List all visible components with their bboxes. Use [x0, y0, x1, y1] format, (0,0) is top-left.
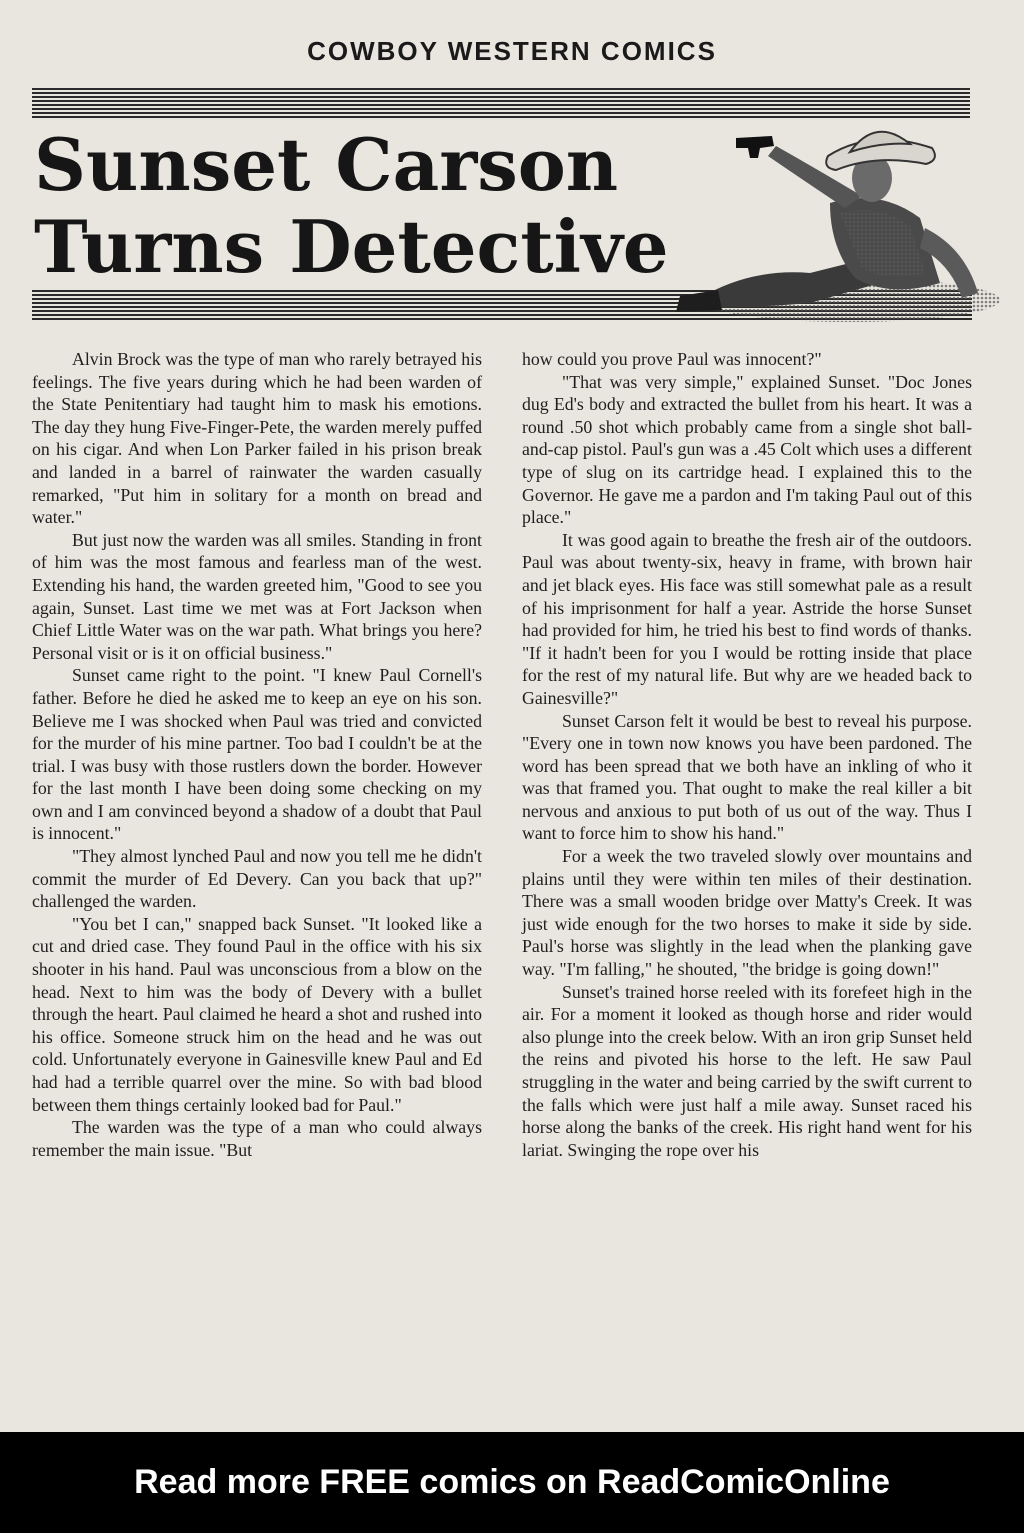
paragraph: The warden was the type of a man who could always remember the main issue. "But [32, 1117, 482, 1160]
paragraph: Sunset's trained horse reeled with its forefeet high in the air. For a moment it looked as though horse and rider would also plunge into the creek below. With an iron grip Sunset held the reins and pivoted his horse to the left. He saw Paul struggling in the water and being carried by the swift current to the falls which were just half a mile away. Sunset raced his horse along the banks of the creek. His right hand went for his lariat. Swinging the rope over his [522, 981, 972, 1160]
paragraph: Alvin Brock was the type of man who rarely betrayed his feelings. The five years during which he had been warden of the State Penitentiary had taught him to mask his emotions. The day they hung Five-Finger-Pete, the warden merely puffed on his cigar. And when Lon Parker failed in his prison break and landed in a barrel of rainwater the warden casually remarked, "Put him in solitary for a month on bread and water." [32, 349, 482, 528]
article-title [34, 124, 674, 288]
magazine-title: COWBOY WESTERN COMICS [307, 36, 717, 66]
paragraph: "You bet I can," snapped back Sunset. "It looked like a cut and dried case. They found Paul in the office with his six shooter in his hand. Paul was unconscious from a blow on the head. Next to him was the body of Devery with a bullet through the heart. Paul claimed he heard a shot and rushed into his office. Someone struck him on the head and he was out cold. Unfortunately everyone in Gainesville knew Paul and Ed had had a terrible quarrel over the mine. So with bad blood between them things certainly looked bad for Paul." [32, 913, 482, 1115]
paragraph: "That was very simple," explained Sunset. "Doc Jones dug Ed's body and extracted the bullet from his heart. It was a round .50 shot which probably came from a single shot ball-and-cap pistol. Paul's gun was a .45 Colt which uses a different type of slug on its cartridge head. I explained this to the Governor. He gave me a pardon and I'm taking Paul out of this place." [522, 371, 972, 528]
promo-banner-text: Read more FREE comics on ReadComicOnline [134, 1463, 890, 1501]
paragraph: "They almost lynched Paul and now you tell me he didn't commit the murder of Ed Devery. Can you back that up?" challenged the warden. [32, 846, 482, 912]
paragraph-continued: how could you prove Paul was innocent?" [522, 349, 822, 369]
paragraph: Sunset came right to the point. "I knew Paul Cornell's father. Before he died he asked me to keep an eye on his son. Believe me I was shocked when Paul was tried and convicted for the murder of his mine partner. Too bad I couldn't be at the trial. I was busy with those rustlers down the border. However for the last month I have been doing some checking on my own and I am convinced beyond a shadow of a doubt that Paul is innocent." [32, 665, 482, 844]
article-title-line-1: Sunset Carson [34, 122, 619, 207]
cowboy-gunman-illustration [640, 108, 1000, 328]
paragraph: For a week the two traveled slowly over mountains and plains until they were within ten miles of their destination. There was a small wooden bridge over Matty's Creek. It was just wide enough for the two horses to make it side by side. Paul's horse was slightly in the lead when the planking gave way. "I'm falling," he shouted, "the bridge is going down!" [522, 846, 972, 980]
article-title-line-2: Turns Detective [34, 204, 669, 289]
promo-banner-link[interactable] [0, 1432, 1024, 1533]
article-column-right [522, 348, 972, 1161]
paragraph: But just now the warden was all smiles. Standing in front of him was the most famous and fearless man of the west. Extending his hand, the warden greeted him, "Good to see you again, Sunset. Last time we met was at Fort Jackson when Chief Little Water was on the war path. What brings you here? Personal visit or is it on official business." [32, 529, 482, 663]
paragraph: It was good again to breathe the fresh air of the outdoors. Paul was about twenty-six, heavy in frame, with brown hair and jet black eyes. His face was still somewhat pale as a result of his imprisonment for half a year. Astride the horse Sunset had provided for him, he tried his best to find words of thanks. "If it hadn't been for you I would be rotting inside that place for the rest of my natural life. But why are we headed back to Gainesville?" [522, 529, 972, 708]
article-column-left [32, 348, 482, 1161]
paragraph: Sunset Carson felt it would be best to reveal his purpose. "Every one in town now knows you have been pardoned. The word has been spread that we both have an inkling of who it was that framed you. That ought to make the real killer a bit nervous and anxious to put both of us out of the way. Thus I want to force him to show his hand." [522, 710, 972, 844]
